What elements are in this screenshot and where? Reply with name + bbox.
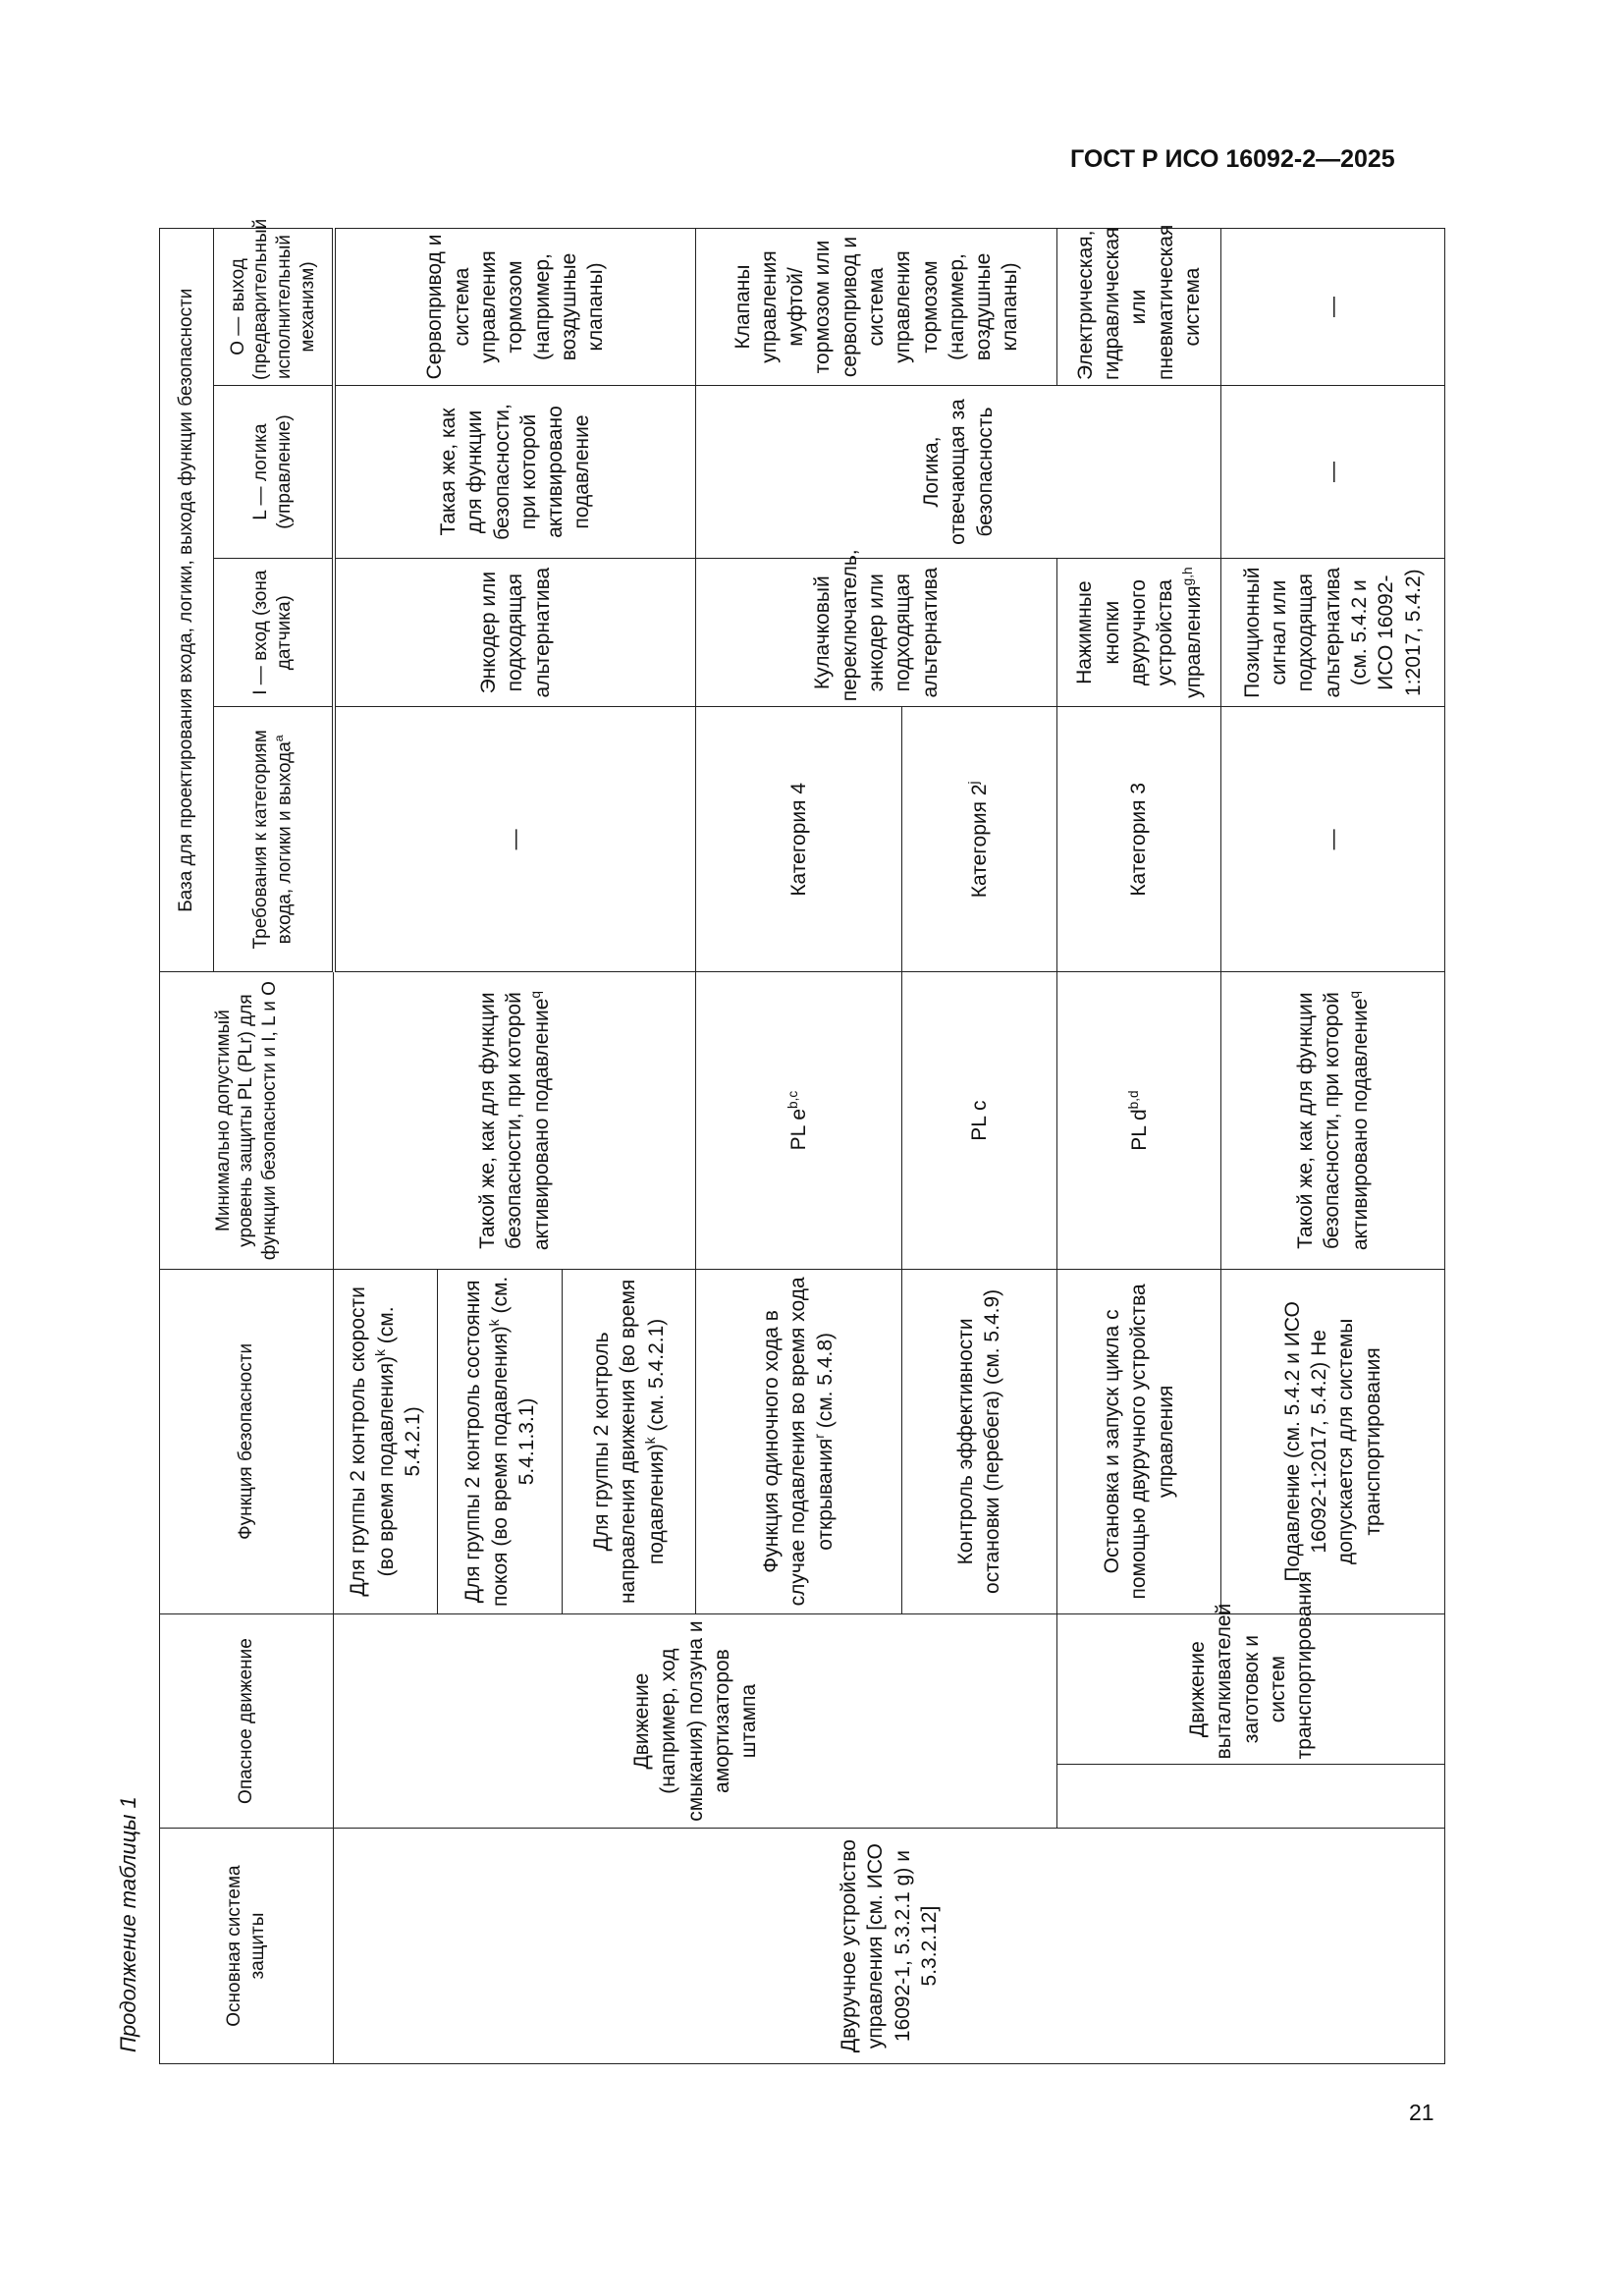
cell-plr-e: PL $e^{b,c}$ <box>695 972 901 1269</box>
cell-function-standstill: Для группы 2 контроль состояния покоя (во время подавления)$^k$ (см. 5.4.1.3.1) <box>438 1269 563 1613</box>
cell-output-servo: Сервопривод и система управления тормозом (например, воздушные клапаны) <box>334 229 696 386</box>
cell-empty-a <box>1057 1765 1445 1829</box>
cell-input-encoder: Энкодер или подходящая альтернатива <box>334 559 696 707</box>
cell-motion-transfer: Движение выталкивателей заготовок и систем транспортирования <box>1057 1613 1445 1764</box>
page-number: 21 <box>1409 2100 1434 2125</box>
cell-output-valves: Клапаны управления муфтой/ тормозом или сервопривод и система управления тормозом (например, воздушные клапаны) <box>695 229 1057 386</box>
cell-function-direction: Для группы 2 контроль направления движения (во время подавления)$^k$ (см. 5.4.2.1) <box>563 1269 696 1613</box>
cell-function-overrun: Контроль эффективности остановки (перебега) (см. 5.4.9) <box>901 1269 1057 1613</box>
table-caption: Продолжение таблицы 1 <box>116 1796 140 2052</box>
cell-logic-dash: — <box>1220 385 1444 558</box>
cell-logic-responsible: Логика, отвечающая за безопасность <box>695 385 1220 558</box>
cell-output-drive: Электрическая, гидравлическая или пневматическая система <box>1057 229 1220 386</box>
cell-input-cam: Кулачковый переключатель, энкодер или подходящая альтернатива <box>695 559 1057 707</box>
cell-function-two-hand: Остановка и запуск цикла с помощью двуручного устройства управления <box>1057 1269 1220 1613</box>
header-plr: Минимально допустимый уровень защиты PL (PLr) для функции безопасности и I, L и O <box>160 972 334 1269</box>
cell-logic-same: Такая же, как для функции безопасности, при которой активировано подавление <box>334 385 696 558</box>
cell-plr-same-2: Такой же, как для функции безопасности, при которой активировано подавление$^q$ <box>1220 972 1444 1269</box>
cell-plr-c: PL c <box>901 972 1057 1269</box>
cell-category-2: Категория 2$^j$ <box>901 707 1057 972</box>
cell-category-3: Категория 3 <box>1057 707 1220 972</box>
cell-output-dash: — <box>1220 229 1444 386</box>
cell-plr-same: Такой же, как для функции безопасности, при которой активировано подавление$^q$ <box>334 972 696 1269</box>
header-logic: L — логика (управление) <box>214 385 334 558</box>
header-system: Основная система защиты <box>160 1829 334 2064</box>
header-function: Функция безопасности <box>160 1269 334 1613</box>
cell-motion-slide: Движение (например, ход смыкания) ползуна и амортизаторов штампа <box>334 1613 1057 1828</box>
cell-input-position: Позиционный сигнал или подходящая альтернатива (см. 5.4.2 и ИСО 16092-1:2017, 5.4.2) <box>1220 559 1444 707</box>
cell-function-single-stroke: Функция одиночного хода в случае подавления во время хода открывания$^r$ (см. 5.4.8) <box>695 1269 901 1613</box>
cell-req-dash: — <box>334 707 696 972</box>
header-input: I — вход (зона датчика) <box>214 559 334 707</box>
cell-system: Двуручное устройство управления [см. ИСО 16092-1, 5.3.2.1 g) и 5.3.2.12] <box>334 1829 1445 2064</box>
header-requirements: Требования к категориям входа, логики и выхода$^a$ <box>214 707 334 972</box>
cell-category-4: Категория 4 <box>695 707 901 972</box>
header-motion: Опасное движение <box>160 1613 334 1828</box>
safety-function-table <box>159 218 1445 2064</box>
header-basis: База для проектирования входа, логики, выхода функции безопасности <box>160 229 214 972</box>
rotated-table-wrapper <box>159 218 1445 2064</box>
cell-function-speed: Для группы 2 контроль скорости (во время подавления)$^k$ (см. 5.4.2.1) <box>334 1269 438 1613</box>
cell-input-buttons: Нажимные кнопки двуручного устройства управления$^{g,h}$ <box>1057 559 1220 707</box>
cell-plr-d: PL $d^{b,d}$ <box>1057 972 1220 1269</box>
cell-req-dash-2: — <box>1220 707 1444 972</box>
cell-function-muting: Подавление (см. 5.4.2 и ИСО 16092-1:2017, 5.4.2) Не допускается для системы транспортирования <box>1220 1269 1444 1613</box>
header-output: O — выход (предварительный исполнительный механизм) <box>214 229 334 386</box>
standard-code: ГОСТ Р ИСО 16092-2—2025 <box>1070 145 1395 173</box>
